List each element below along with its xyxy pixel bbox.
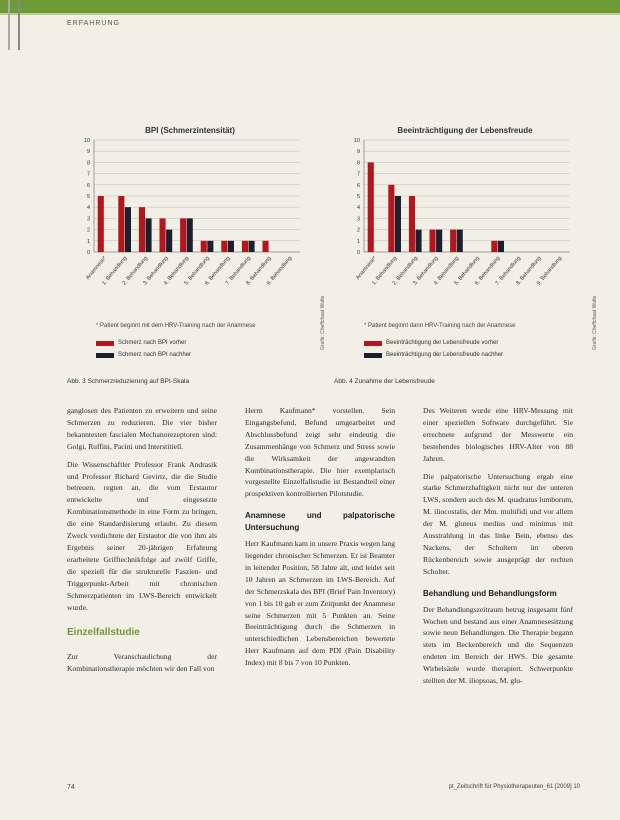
col3-paragraph-2: Die palpatorische Untersuchung ergab eine starke Schmerzhaftigkeit nicht nur der unteren LWS, sondern auch des M. quadratus lumborum, M. iliocostalis, der Mm. multifidi und vor allem der M. gluteus medius und minimus mit Ausstrahlung in das linke Bein, ebenso des Nackens, der Schultern im oberen Rückenbereich sowie ausgeprägt der rechten Schulter. — [423, 471, 573, 576]
x-tick-label: 4. Behandlung — [162, 255, 191, 287]
x-tick-label: 4. Behandlung — [432, 255, 461, 287]
y-tick-label: 9 — [356, 149, 360, 156]
chart1-footnote: * Patient beginnt mit dem HRV-Training nach der Anamnese — [96, 323, 256, 329]
bar — [187, 218, 193, 252]
bar — [430, 230, 436, 252]
bar — [491, 241, 497, 252]
top-color-bar — [0, 0, 620, 13]
y-tick-label: 9 — [86, 149, 90, 156]
chart1-legend-before-label: Schmerz nach BPI vorher — [118, 340, 187, 346]
legend-swatch-dark — [364, 353, 382, 358]
chart2-lebensfreude — [340, 134, 580, 314]
bar — [146, 218, 152, 252]
chart2-legend-before — [364, 340, 498, 346]
x-tick-label: 5. Behandlung — [453, 255, 481, 287]
y-tick-label: 0 — [86, 250, 90, 256]
y-tick-label: 1 — [356, 238, 360, 245]
chart2-credit: Grafik: Cheffchaat Wolte — [592, 295, 598, 350]
y-tick-label: 3 — [86, 216, 90, 223]
chart2-title: Beeinträchtigung der Lebensfreude — [397, 126, 533, 135]
y-tick-label: 5 — [86, 194, 90, 200]
y-tick-label: 4 — [356, 205, 360, 212]
x-tick-label: 8. Behandlung — [515, 255, 543, 287]
x-tick-label: 6. Behandlung — [474, 255, 502, 287]
bar — [436, 230, 442, 252]
y-tick-label: 10 — [353, 138, 360, 144]
y-tick-label: 8 — [86, 160, 90, 167]
x-tick-label: 6. Behandlung — [204, 255, 232, 287]
col1-paragraph-2: Die Wissenschaftler Professor Frank Andrasik und Professor Richard Gevirtz, die die Studie betreuen, regten an, die vom Erstautor entwickelte und eingesetzte Kombinationsmethode in eine Form zu bringen, die eine Standardisierung erlaubt. Zu diesem Zweck verdichtete der Erstautor die von ihm als Ergebnis seiner 20-jährigen Erfahrung erarbeitete Grifftechnikfolge auf zwölf Griffe, die speziell für die strukturelle Faszien- und Triggerpunkt-Arbeit mit chronischen Schmerzpatienten im LWS-Bereich entwickelt wurde. — [67, 459, 217, 612]
col3-paragraph-3: Der Behandlungszeitraum betrug insgesamt fünf Wochen und bestand aus einer Anamnesesitzung sowie neun Behandlungen. Die Therapie begann stets im Beckenbereich und die Sequenzen endeten im Bereich der HWS. Die gesamte Wirbelsäule wurde therapiert. Schwerpunkte stellten der M. iliopsoas, M. glu- — [423, 604, 573, 686]
bar — [457, 230, 463, 252]
bar — [207, 241, 213, 252]
y-tick-label: 7 — [86, 171, 90, 178]
y-tick-label: 8 — [356, 160, 360, 167]
text-column-3 — [423, 405, 573, 693]
chart1-legend-after-label: Schmerz nach BPI nachher — [118, 352, 192, 358]
y-tick-label: 6 — [356, 182, 360, 189]
col2-paragraph-1: Herrn Kaufmann* vorstellen. Sein Eingangsbefund, Befund umgearbeitet und Abschlussbefund zeigt sehr eindeutig die Zusammenhänge von Schmerz und Stress sowie die Wirksamkeit der angewandten Kombinationstherapie. Die hier exemplarisch vorgestellte Einzelfallstudie ist Bestandteil einer prospektiven kontrollierten Pilotstudie. — [245, 406, 395, 499]
chart1-bpi — [70, 134, 310, 314]
col2-paragraph-2: Herr Kaufmann kam in unsere Praxis wegen lang liegender chronischer Schmerzen. Er ist Beamter in leitender Position, 58 Jahre alt, und leidet seit 10 Jahren an Schmerzen im LWS-Bereich. Auf der Schmerzskala des BPI (Brief Pain Inventory) von 1 bis 10 gab er zum Zeitpunkt der Anamnese seine Schmerzen mit 5 Punkten an. Seine Beeinträchtigung durch die Schmerzen in unterschiedlichen Lebensbereichen bewertete Herr Kaufmann auf dem PDI (Pain Disability Index) mit 8 bis 7 von 10 Punkten. — [245, 539, 395, 668]
legend-swatch-red — [96, 341, 114, 346]
text-column-2 — [245, 405, 395, 675]
chart2-footnote: * Patient beginnt dann HRV-Training nach der Anamnese — [364, 323, 516, 329]
x-tick-label: 9. Behandlung — [265, 255, 294, 287]
x-tick-label: 7. Behandlung — [224, 255, 253, 287]
y-tick-label: 4 — [86, 205, 90, 212]
journal-footer: pt_Zeitschrift für Physiotherapeuten_61 [2009] 10 — [448, 784, 580, 790]
bar — [242, 241, 248, 252]
bar — [139, 207, 145, 252]
x-tick-label: 2. Behandlung — [391, 255, 420, 287]
col2-subheading: Anamnese und palpatorische Untersuchung — [245, 511, 395, 533]
y-tick-label: 6 — [86, 182, 90, 189]
bar — [118, 196, 124, 252]
bar — [249, 241, 255, 252]
bar — [416, 230, 422, 252]
chart1-title: BPI (Schmerzintensität) — [145, 126, 235, 135]
bar — [180, 218, 186, 252]
chart1-legend-after — [96, 352, 191, 358]
x-tick-label: Anamnese* — [85, 255, 108, 282]
y-tick-label: 1 — [86, 238, 90, 245]
col3-paragraph-1: Des Weiteren wurde eine HRV-Messung mit einer speziellen Software durchgeführt. Sie errechnete aufgrund der Messwerte ein bestehendes biologisches HRV-Alter von 88 Jahren. — [423, 406, 573, 463]
chart1-legend-before — [96, 340, 186, 346]
chart2-legend-after — [364, 352, 503, 358]
text-column-1 — [67, 405, 217, 681]
chart2-caption: Abb. 4 Zunahme der Lebensfreude — [334, 378, 435, 385]
bar — [388, 185, 394, 252]
section-tag: ERFAHRUNG — [67, 20, 120, 27]
chart2-legend-after-label: Beeinträchtigung der Lebensfreude nachher — [386, 352, 504, 358]
bar — [498, 241, 504, 252]
y-tick-label: 7 — [356, 171, 360, 178]
x-tick-label: 1. Behandlung — [101, 255, 129, 287]
chart1-caption: Abb. 3 Schmerzreduzierung auf BPI-Skala — [67, 378, 190, 385]
x-tick-label: 5. Behandlung — [183, 255, 211, 287]
bar — [450, 230, 456, 252]
bar — [160, 218, 166, 252]
x-tick-label: 9. Behandlung — [535, 255, 564, 287]
y-tick-label: 3 — [356, 216, 360, 223]
bar — [221, 241, 227, 252]
x-tick-label: 3. Behandlung — [412, 255, 440, 287]
bar — [98, 196, 104, 252]
y-tick-label: 2 — [86, 227, 90, 234]
bar — [368, 162, 374, 252]
col1-paragraph-3: Zur Veranschaulichung der Kombinationstherapie möchten wir den Fall von — [67, 652, 217, 674]
page-number: 74 — [67, 784, 75, 791]
bar — [125, 207, 131, 252]
binding-spine — [4, 0, 20, 50]
bar — [228, 241, 234, 252]
y-tick-label: 2 — [356, 227, 360, 234]
legend-swatch-dark — [96, 353, 114, 358]
col3-subheading: Behandlung und Behandlungsform — [423, 588, 557, 598]
y-tick-label: 0 — [356, 250, 360, 256]
x-tick-label: 7. Behandlung — [494, 255, 523, 287]
bar — [166, 230, 172, 252]
top-color-stripe — [0, 13, 620, 15]
chart2-legend-before-label: Beeinträchtigung der Lebensfreude vorher — [386, 340, 499, 346]
bar — [263, 241, 269, 252]
x-tick-label: 3. Behandlung — [142, 255, 170, 287]
col1-section-heading: Einzelfallstudie — [67, 627, 140, 639]
legend-swatch-red — [364, 341, 382, 346]
x-tick-label: 8. Behandlung — [245, 255, 273, 287]
bar — [395, 196, 401, 252]
x-tick-label: Anamnese* — [355, 255, 378, 282]
bar — [409, 196, 415, 252]
y-tick-label: 5 — [356, 194, 360, 200]
chart1-credit: Grafik: Cheffchaat Wolte — [320, 295, 326, 350]
x-tick-label: 1. Behandlung — [371, 255, 399, 287]
y-tick-label: 10 — [83, 138, 90, 144]
col1-paragraph-1: ganglosen des Patienten zu erweitern und seine Schmerzen zu reduzieren. Die vier bisher bekanntesten fascialen Mechanorezeptoren sind: Golgi, Ruffini, Pacini und Interstitiell. — [67, 406, 217, 451]
bar — [201, 241, 207, 252]
x-tick-label: 2. Behandlung — [121, 255, 150, 287]
